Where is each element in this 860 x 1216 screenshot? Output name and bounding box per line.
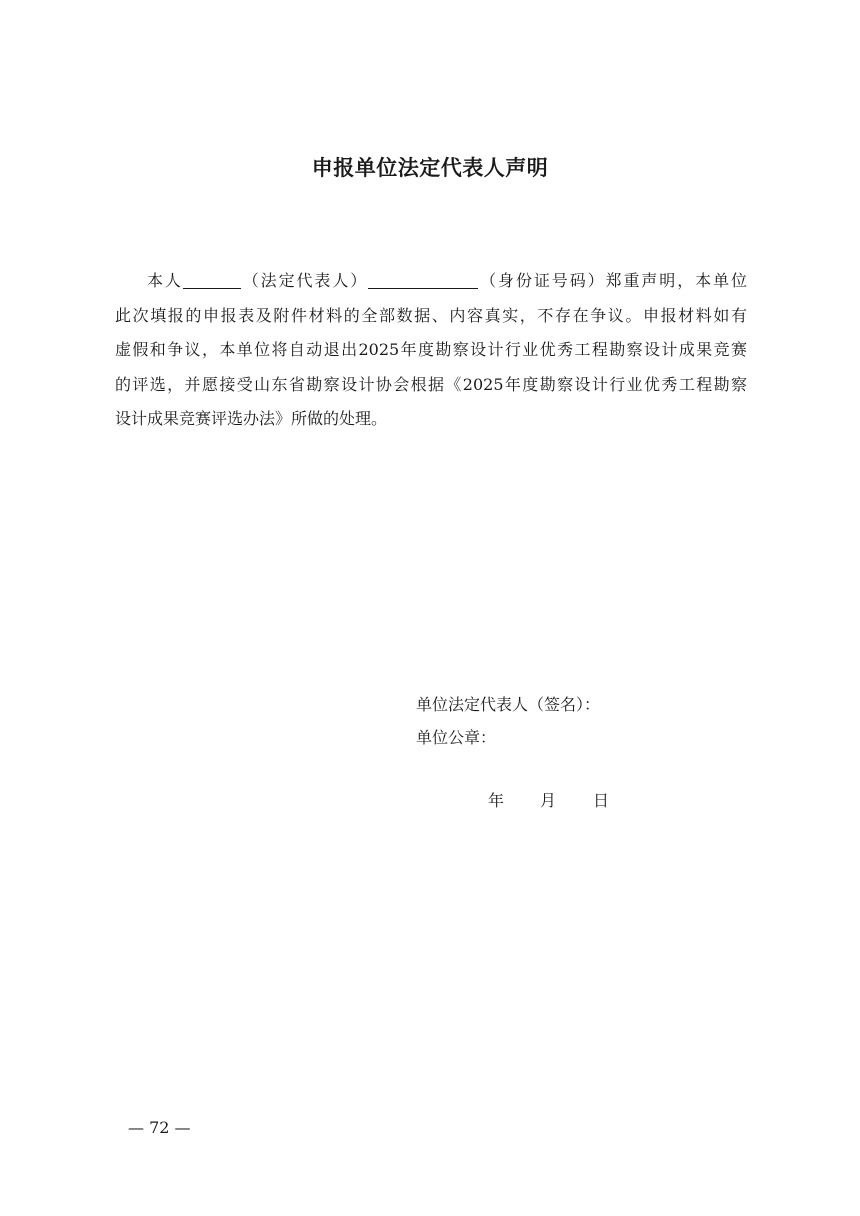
page-number: — 72 — [128,1118,191,1137]
declaration-line-3: 虚假和争议，本单位将自动退出2025年度勘察设计行业优秀工程勘察设计成果竞赛 [115,340,747,360]
date-year-label: 年 [488,791,505,810]
document-title: 申报单位法定代表人声明 [311,156,549,180]
declaration-line-1 [115,264,747,299]
declaration-text-legal-rep: （法定代表人） [240,271,369,290]
declaration-text-id-statement: （身份证号码）郑重声明，本单位 [478,271,747,290]
declaration-text-self: 本人 [147,271,183,290]
declaration-line-2: 此次填报的申报表及附件材料的全部数据、内容真实，不存在争议。申报材料如有 [115,305,747,325]
declaration-line-5: 设计成果竞赛评选办法》所做的处理。 [115,409,388,429]
id-number-blank [368,270,478,289]
date-month-label: 月 [540,791,557,810]
date-day-label: 日 [593,791,610,810]
declaration-body [115,264,747,437]
legal-representative-signature-label: 单位法定代表人（签名）： [416,695,601,714]
company-seal-label: 单位公章： [416,728,497,747]
declaration-line-4: 的评选，并愿接受山东省勘察设计协会根据《2025年度勘察设计行业优秀工程勘察 [115,374,747,394]
name-blank [183,270,241,289]
